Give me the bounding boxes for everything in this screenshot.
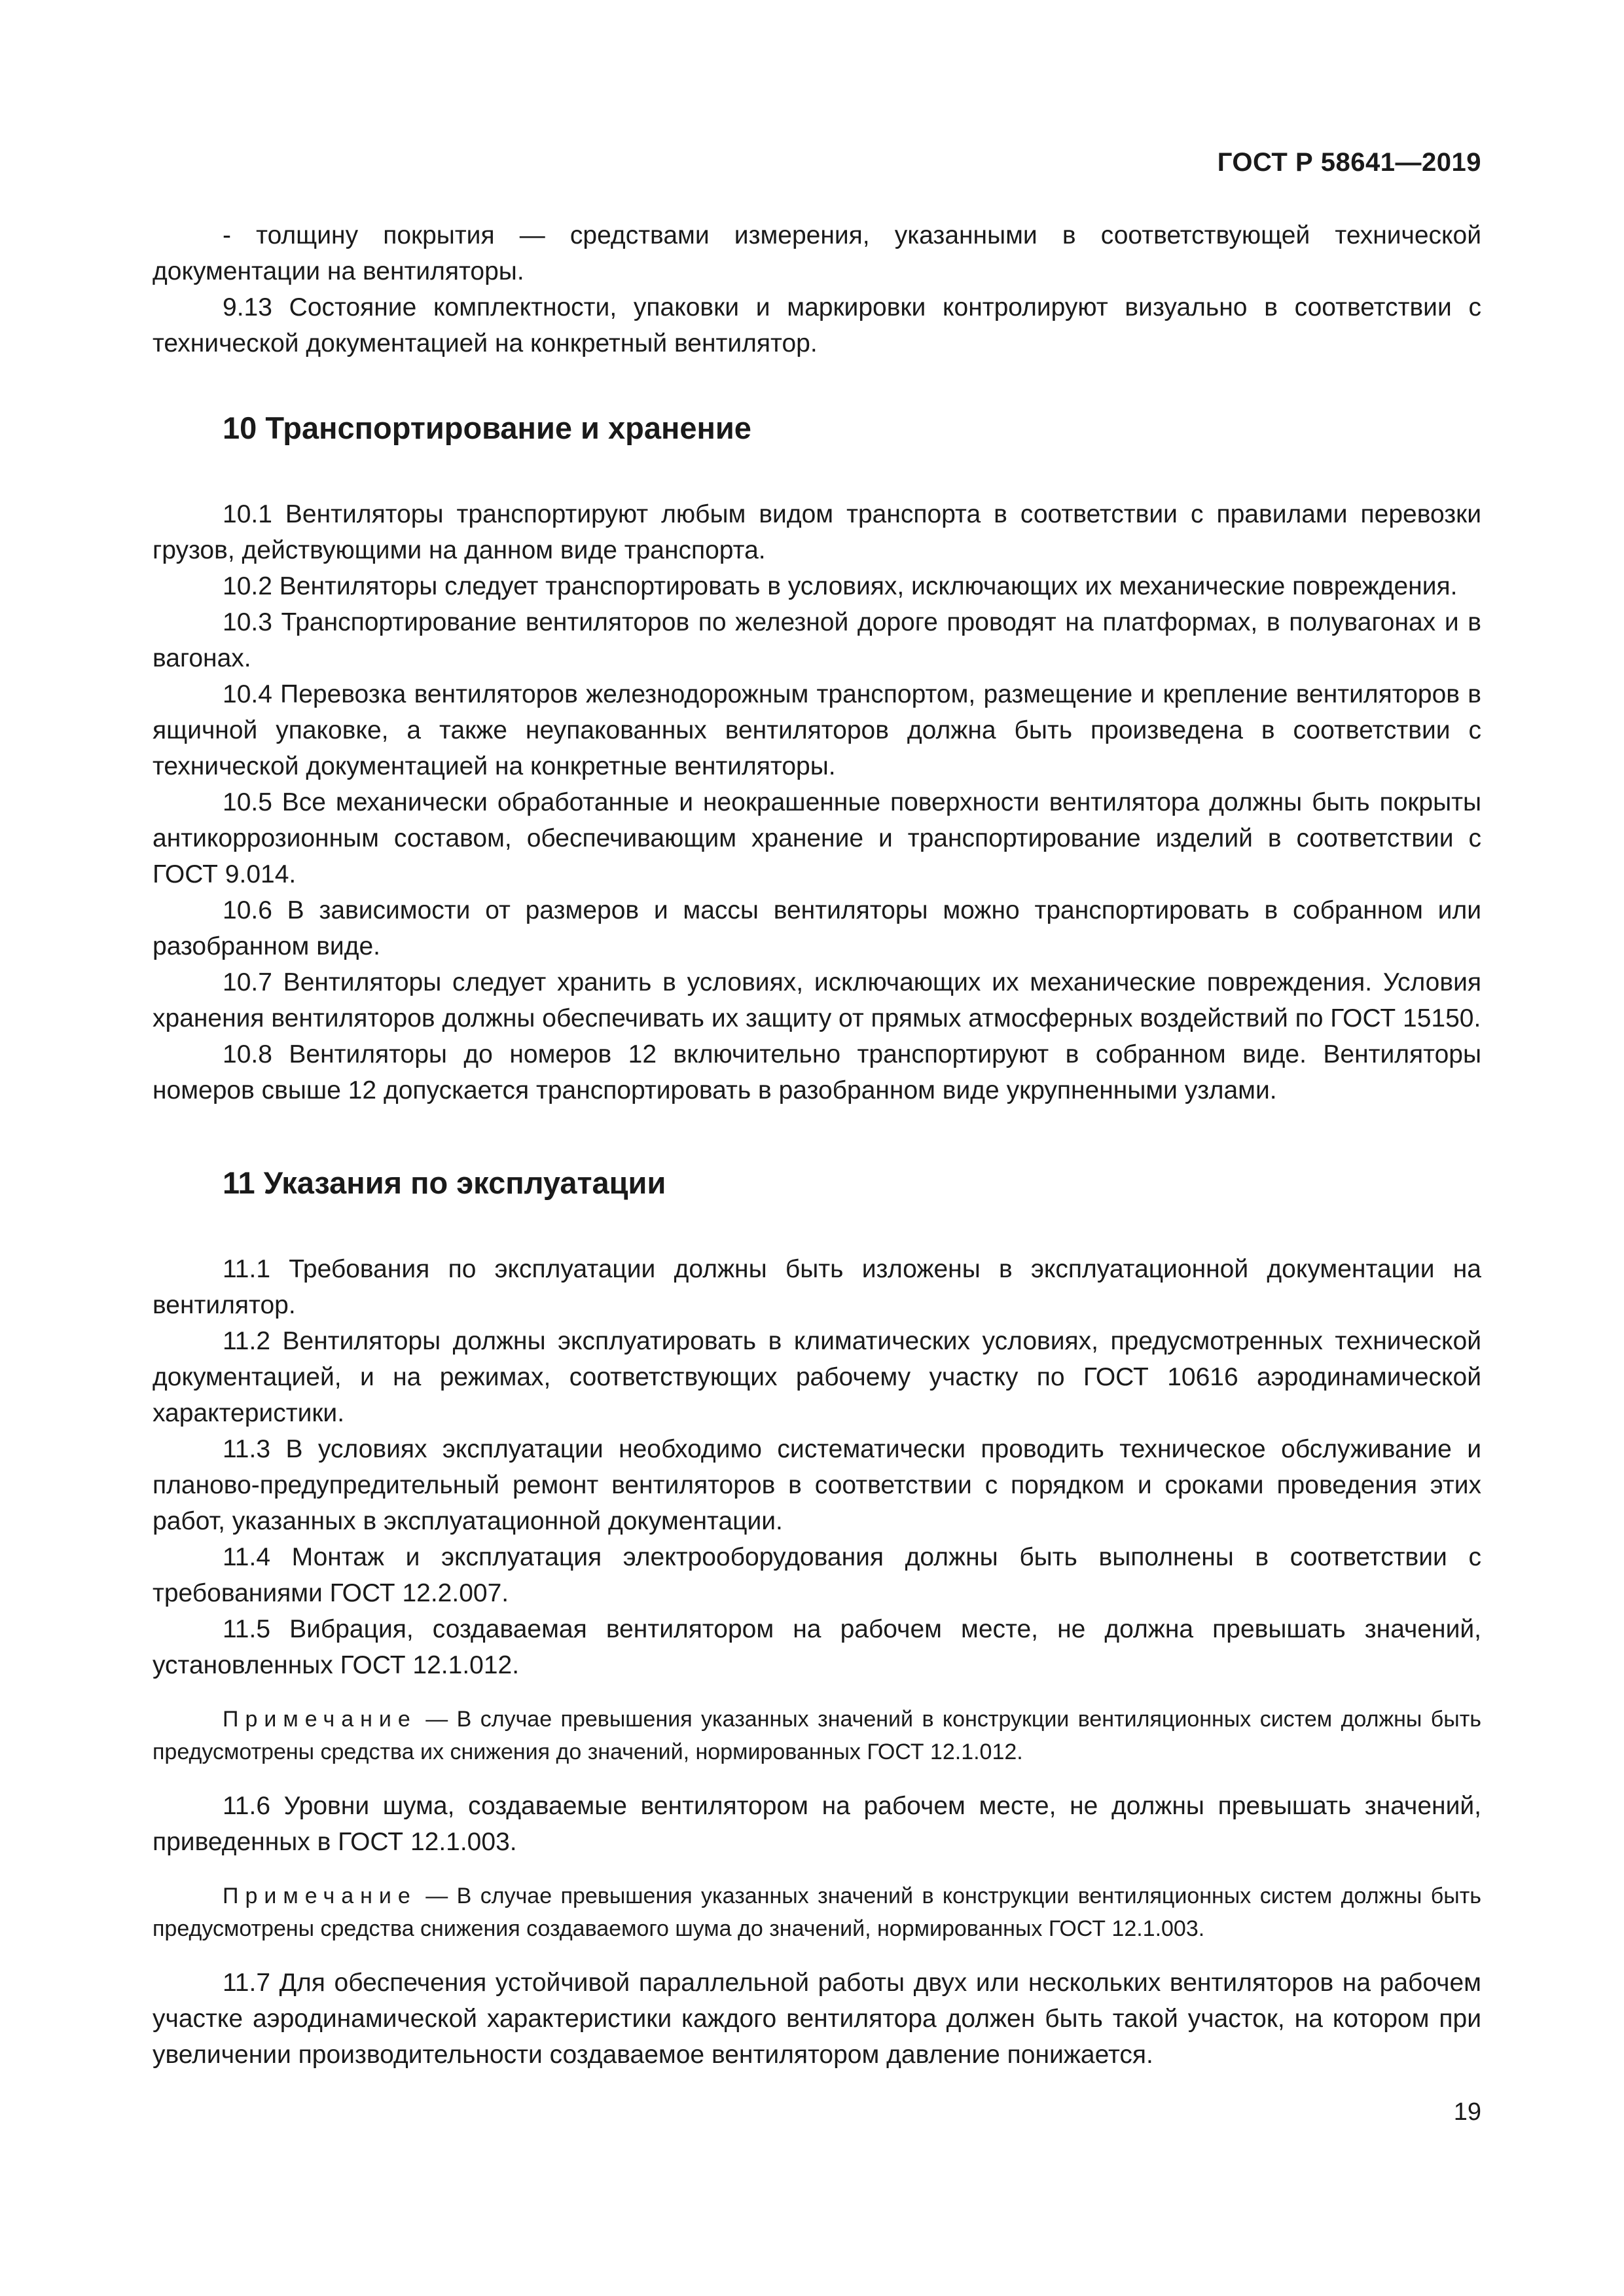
paragraph-11-2: 11.2 Вентиляторы должны эксплуатировать в климатических условиях, предусмотренных технической документацией, и на режимах, соответствующих рабочему участку по ГОСТ 10616 аэродинамической характеристики. xyxy=(153,1327,1481,1427)
paragraph-11-6: 11.6 Уровни шума, создаваемые вентилятором на рабочем месте, не должны превышать значений, приведенных в ГОСТ 12.1.003. xyxy=(153,1792,1481,1856)
paragraph-11-3: 11.3 В условиях эксплуатации необходимо систематически проводить техническое обслуживание и планово-предупредительный ремонт вентиляторов в соответствии с порядком и сроками проведения этих работ, указанных в эксплуатационной документации. xyxy=(153,1435,1481,1535)
paragraph-10-3: 10.3 Транспортирование вентиляторов по железной дороге проводят на платформах, в полувагонах и в вагонах. xyxy=(153,608,1481,672)
note-text: — В случае превышения указанных значений в конструкции вентиляционных систем должны быть предусмотрены средства их снижения до значений, нормированных ГОСТ 12.1.012. xyxy=(153,1707,1481,1764)
paragraph-11-5: 11.5 Вибрация, создаваемая вентилятором на рабочем месте, не должна превышать значений, установленных ГОСТ 12.1.012. xyxy=(153,1615,1481,1679)
paragraph-10-4: 10.4 Перевозка вентиляторов железнодорожным транспортом, размещение и крепление вентиляторов в ящичной упаковке, а также неупакованных вентиляторов должна быть произведена в соответствии с технической документацией на конкретные вентиляторы. xyxy=(153,680,1481,780)
paragraph-10-1: 10.1 Вентиляторы транспортируют любым видом транспорта в соответствии с правилами перевозки грузов, действующими на данном виде транспорта. xyxy=(153,500,1481,564)
section-10-title: 10 Транспортирование и хранение xyxy=(223,410,751,445)
paragraph-10-6: 10.6 В зависимости от размеров и массы вентиляторы можно транспортировать в собранном или разобранном виде. xyxy=(153,896,1481,960)
paragraph-11-4: 11.4 Монтаж и эксплуатация электрооборудования должны быть выполнены в соответствии с требованиями ГОСТ 12.2.007. xyxy=(153,1543,1481,1607)
page-number: 19 xyxy=(1453,2098,1481,2126)
paragraph-10-2: 10.2 Вентиляторы следует транспортировать в условиях, исключающих их механические повреждения. xyxy=(223,572,1458,600)
note-noise xyxy=(153,1880,1481,1945)
document-body xyxy=(153,217,1481,2073)
paragraph-11-7: 11.7 Для обеспечения устойчивой параллельной работы двух или нескольких вентиляторов на рабочем участке аэродинамической характеристики каждого вентилятора должен быть такой участок, на котором при увеличении производительности создаваемое вентилятором давление понижается. xyxy=(153,1969,1481,2069)
paragraph-10-8: 10.8 Вентиляторы до номеров 12 включительно транспортируют в собранном виде. Вентиляторы номеров свыше 12 допускается транспортировать в разобранном виде укрупненными узлами. xyxy=(153,1040,1481,1104)
note-label: Примечание xyxy=(223,1707,417,1732)
paragraph-10-5: 10.5 Все механически обработанные и неокрашенные поверхности вентилятора должны быть покрыты антикоррозионным составом, обеспечивающим хранение и транспортирование изделий в соответствии с ГОСТ 9.014. xyxy=(153,788,1481,888)
note-vibration xyxy=(153,1703,1481,1768)
paragraph-10-7: 10.7 Вентиляторы следует хранить в условиях, исключающих их механические повреждения. Условия хранения вентиляторов должны обеспечивать их защиту от прямых атмосферных воздействий по ГОСТ 15150. xyxy=(153,968,1481,1032)
paragraph-coating-thickness: - толщину покрытия — средствами измерения, указанными в соответствующей технической документации на вентиляторы. xyxy=(153,221,1481,285)
note-text: — В случае превышения указанных значений в конструкции вентиляционных систем должны быть предусмотрены средства снижения создаваемого шума до значений, нормированных ГОСТ 12.1.003. xyxy=(153,1884,1481,1941)
section-11-title: 11 Указания по эксплуатации xyxy=(223,1165,666,1200)
paragraph-9-13: 9.13 Состояние комплектности, упаковки и маркировки контролируют визуально в соответствии с технической документацией на конкретный вентилятор. xyxy=(153,293,1481,357)
document-code-header: ГОСТ Р 58641—2019 xyxy=(1217,148,1481,177)
note-label: Примечание xyxy=(223,1884,417,1908)
paragraph-11-1: 11.1 Требования по эксплуатации должны быть изложены в эксплуатационной документации на вентилятор. xyxy=(153,1255,1481,1319)
